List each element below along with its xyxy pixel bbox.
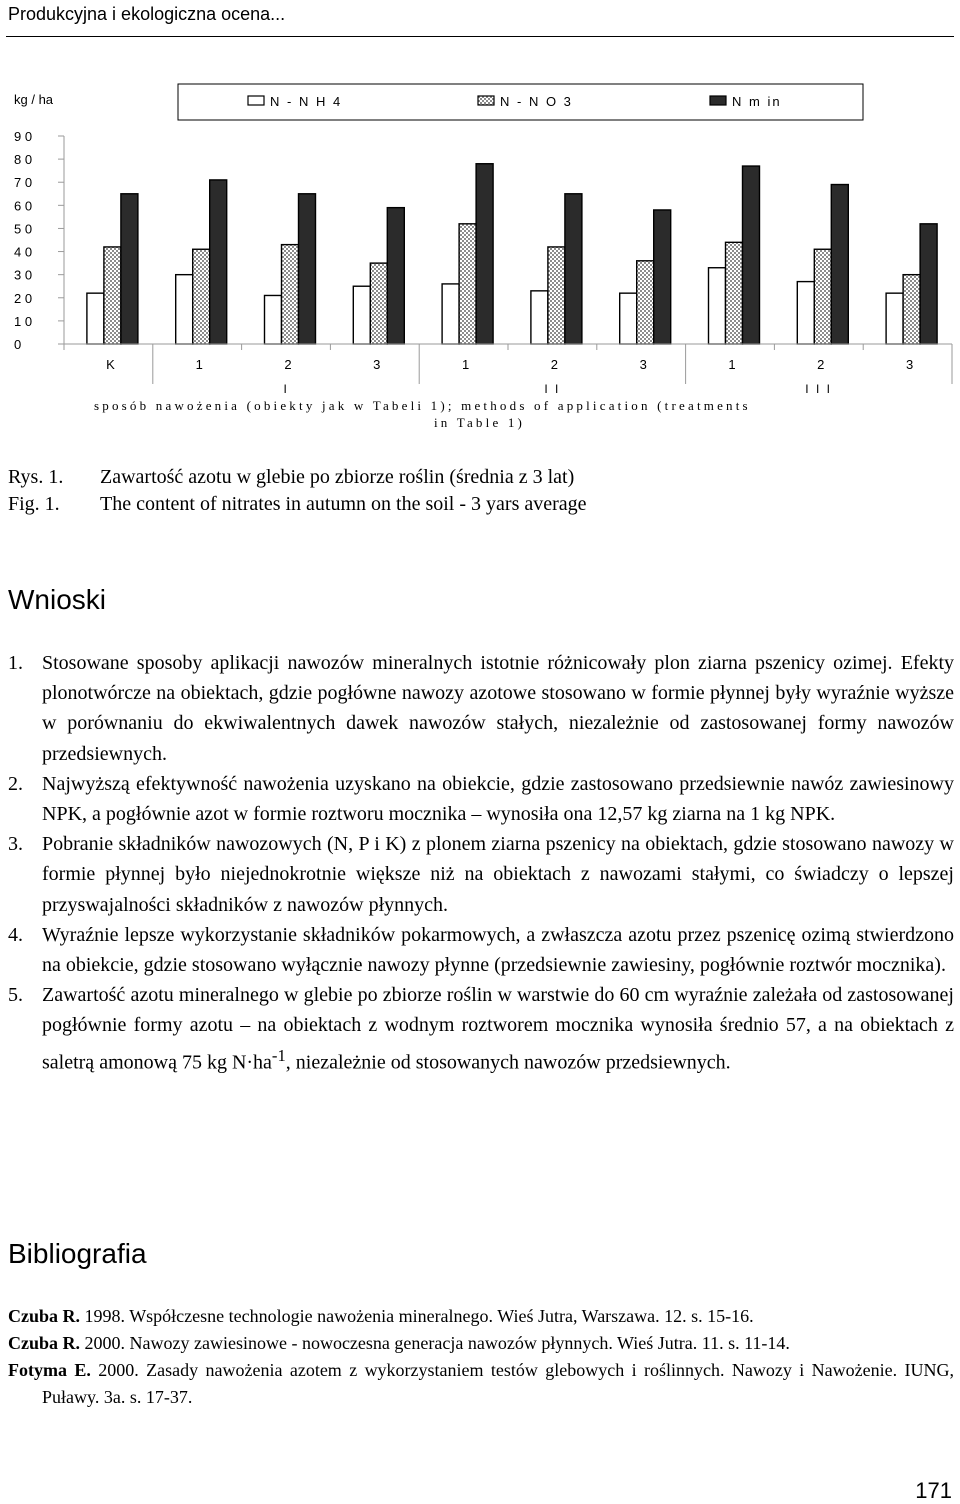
conclusion-number: 2. xyxy=(8,772,23,795)
reference-text: 2000. Nawozy zawiesinowe - nowoczesna generacja nawozów płynnych. Wieś Jutra. 11. s. 11-14. xyxy=(80,1333,790,1353)
header-rule xyxy=(6,36,954,37)
page-number: 171 xyxy=(915,1478,952,1503)
x-category-label: 2 xyxy=(550,357,559,372)
bar-n-min xyxy=(387,208,404,344)
x-category-label: 3 xyxy=(905,357,914,372)
bar-n-nh4 xyxy=(709,268,726,344)
conclusions-list xyxy=(8,648,954,1078)
y-tick-label: 8 0 xyxy=(14,152,33,168)
bar-n-min xyxy=(654,210,671,344)
bar-n-no3 xyxy=(282,245,299,344)
legend-swatch xyxy=(248,96,264,105)
bar-n-no3 xyxy=(104,247,121,344)
conclusion-text: Stosowane sposoby aplikacji nawozów mineralnych istotnie różnicowały plon ziarna pszenicy ozimej. Efekty plonotwórcze na obiektach, gdzie pogłówne nawozy azotowe stosowano w formie płynnej były wyraźnie wyższe w porównaniu do ekwiwalentnych dawek nawozów stałych, niezależnie od zastosowanej formy nawozów przedsiewnych. xyxy=(42,652,954,765)
conclusion-text: Najwyższą efektywność nawożenia uzyskano na obiekcie, gdzie zastosowano przedsiewnie nawóz zawiesinowy NPK, a pogłównie azot w formie roztworu mocznika – wynosiła ona 12,57 kg ziarna na 1 kg NPK. xyxy=(42,772,954,826)
reference-item xyxy=(8,1303,954,1330)
bar-n-min xyxy=(831,185,848,344)
conclusion-text: Zawartość azotu mineralnego w glebie po zbiorze roślin w warstwie do 60 cm wyraźnie zależała od zastosowanej pogłównie formy azotu – na obiektach z wodnym roztworem mocznika wynosiła średnio 57, a na obiektach z saletrą amonową 75 kg N·ha xyxy=(42,984,954,1074)
y-tick-label: 2 0 xyxy=(14,290,33,306)
bar-n-no3 xyxy=(814,249,831,344)
caption-pl-number: Rys. 1. xyxy=(8,466,64,488)
y-tick-label: 4 0 xyxy=(14,244,33,260)
bibliography-list xyxy=(8,1303,954,1411)
group-label-iii: I I I xyxy=(805,382,832,396)
x-category-label: K xyxy=(106,357,115,372)
x-axis-title-line1: sposób nawożenia (obiekty jak w Tabeli 1); methods of application (treatments xyxy=(94,398,751,413)
reference-item xyxy=(8,1357,954,1411)
group-label-i: I xyxy=(283,382,289,396)
y-tick-label: 5 0 xyxy=(14,221,33,237)
x-axis xyxy=(64,344,952,384)
conclusion-text-cont: , niezależnie od stosowanych nawozów przedsiewnych. xyxy=(285,1051,731,1074)
bar-n-min xyxy=(210,180,227,344)
legend-swatch xyxy=(478,96,494,105)
reference-author: Fotyma E. xyxy=(8,1360,91,1380)
reference-author: Czuba R. xyxy=(8,1333,81,1353)
bar-n-min xyxy=(121,194,138,344)
conclusion-number: 3. xyxy=(8,833,23,856)
bibliography-heading: Bibliografia xyxy=(8,1238,147,1269)
y-axis-unit-label: kg / ha xyxy=(14,92,54,107)
bar-n-nh4 xyxy=(620,293,637,344)
x-category-label: 3 xyxy=(373,357,381,372)
bar-n-no3 xyxy=(370,263,387,344)
bar-n-min xyxy=(299,194,316,344)
caption-en-number: Fig. 1. xyxy=(8,493,60,515)
bar-n-no3 xyxy=(726,242,743,344)
legend-label: N - N H 4 xyxy=(270,94,343,109)
conclusion-superscript: -1 xyxy=(271,1045,286,1065)
nitrogen-bar-chart xyxy=(0,74,960,384)
bar-n-nh4 xyxy=(87,293,104,344)
bar-n-min xyxy=(476,164,493,344)
y-tick-label: 6 0 xyxy=(14,198,33,214)
bar-n-no3 xyxy=(548,247,565,344)
y-tick-label: 7 0 xyxy=(14,175,33,191)
y-axis xyxy=(14,129,64,352)
conclusion-text: Wyraźnie lepsze wykorzystanie składników pokarmowych, a zwłaszcza azotu przez pszenicę ozimą stwierdzono na obiekcie, gdzie stosowano wyłącznie nawozy płynne (przedsiewnie zawiesiny, pogłównie roztwór mocznika). xyxy=(42,923,954,977)
bar-n-no3 xyxy=(193,249,210,344)
reference-text: 1998. Współczesne technologie nawożenia mineralnego. Wieś Jutra, Warszawa. 12. s. 15-16. xyxy=(80,1306,754,1326)
bar-n-nh4 xyxy=(442,284,459,344)
conclusion-number: 4. xyxy=(8,923,23,946)
bar-n-nh4 xyxy=(886,293,903,344)
bar-n-nh4 xyxy=(531,291,548,344)
caption-pl-text: Zawartość azotu w glebie po zbiorze roślin (średnia z 3 lat) xyxy=(100,466,575,488)
legend-label: N - N O 3 xyxy=(500,94,573,109)
y-tick-label: 9 0 xyxy=(14,129,33,144)
bar-n-min xyxy=(565,194,582,344)
conclusion-item xyxy=(8,980,954,1077)
bar-n-nh4 xyxy=(265,295,282,344)
running-header: Produkcyjna i ekologiczna ocena... xyxy=(8,4,286,24)
conclusion-item xyxy=(8,648,954,769)
conclusion-number: 1. xyxy=(8,652,23,674)
bar-n-min xyxy=(743,166,760,344)
conclusion-item xyxy=(8,769,954,829)
x-category-label: 2 xyxy=(284,357,292,372)
bar-n-nh4 xyxy=(353,286,370,344)
reference-item xyxy=(8,1330,954,1357)
conclusion-item xyxy=(8,920,954,980)
conclusion-number: 5. xyxy=(8,984,23,1007)
bar-n-nh4 xyxy=(176,275,193,344)
y-tick-label: 1 0 xyxy=(14,313,33,329)
y-tick-label: 0 xyxy=(14,337,22,352)
figure-caption-en xyxy=(8,493,587,516)
chart-legend xyxy=(178,84,863,120)
reference-author: Czuba R. xyxy=(8,1306,81,1326)
bar-n-nh4 xyxy=(797,282,814,344)
legend-label: N m in xyxy=(732,94,782,109)
x-category-label: 1 xyxy=(461,357,470,372)
caption-en-text: The content of nitrates in autumn on the soil - 3 yars average xyxy=(100,493,587,515)
x-axis-title-line2: in Table 1) xyxy=(434,415,526,430)
x-category-label: 1 xyxy=(728,357,736,372)
x-category-label: 3 xyxy=(639,357,647,372)
bars xyxy=(87,164,937,344)
bar-n-no3 xyxy=(903,275,920,344)
conclusion-item xyxy=(8,829,954,920)
y-tick-label: 3 0 xyxy=(14,267,33,283)
reference-text: 2000. Zasady nawożenia azotem z wykorzystaniem testów glebowych i roślinnych. Nawozy i Nawożenie. IUNG, Puławy. 3a. s. 17-37. xyxy=(42,1360,954,1407)
bar-n-min xyxy=(920,224,937,344)
bar-n-no3 xyxy=(637,261,654,344)
figure-caption-pl xyxy=(8,466,574,489)
conclusions-heading: Wnioski xyxy=(8,584,107,615)
group-label-ii: I I xyxy=(544,382,561,396)
x-category-label: 1 xyxy=(195,357,203,372)
bar-n-no3 xyxy=(459,224,476,344)
conclusion-text: Pobranie składników nawozowych (N, P i K) z plonem ziarna pszenicy na obiektach, gdzie stosowano nawozy w formie płynnej było niejednokrotnie większe niż na obiektach z nawozami stałymi, co świadczy o lepszej przyswajalności składników z nawozów płynnych. xyxy=(42,833,954,916)
legend-swatch xyxy=(710,96,726,105)
x-category-label: 2 xyxy=(817,357,825,372)
